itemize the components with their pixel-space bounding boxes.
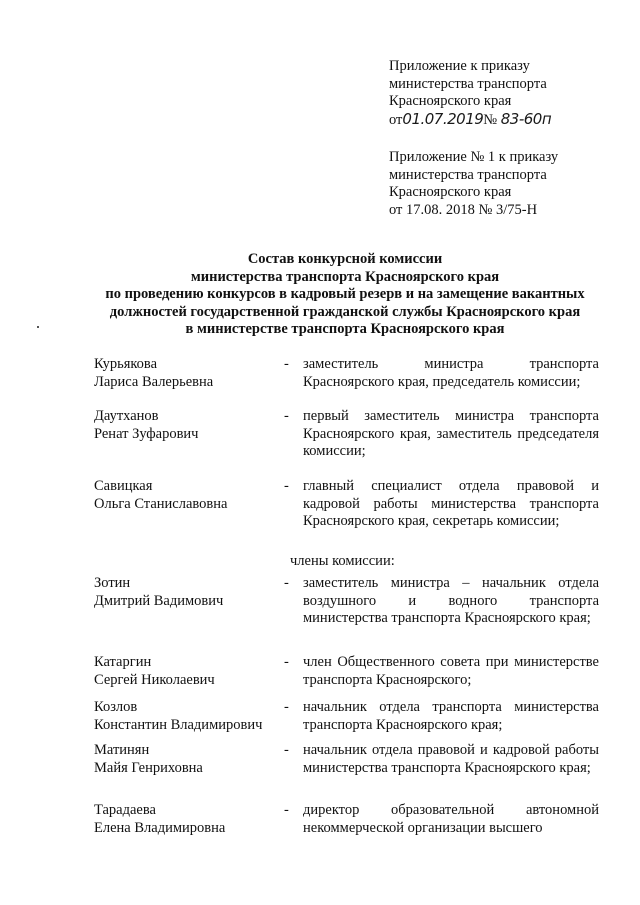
annex-line: Приложение к приказу xyxy=(389,58,530,74)
scan-dot xyxy=(37,326,39,328)
member-role: начальник отдела правовой и кадровой работы министерства транспорта Красноярского края; xyxy=(303,742,599,776)
member-surname: Савицкая xyxy=(94,478,153,494)
order-date-number xyxy=(389,111,629,130)
member-given-names: Константин Владимирович xyxy=(94,716,263,733)
member-given-names: Сергей Николаевич xyxy=(94,671,215,688)
handwritten-number: 83-60п xyxy=(500,109,552,128)
member-name xyxy=(94,478,274,513)
dash-separator: - xyxy=(284,408,289,424)
member-surname: Козлов xyxy=(94,699,138,715)
annex-line: министерства транспорта xyxy=(389,166,547,183)
member-name xyxy=(94,802,274,837)
member-surname: Зотин xyxy=(94,575,131,591)
member-given-names: Ольга Станиславовна xyxy=(94,495,228,512)
member-role: член Общественного совета при министерстве транспорта Красноярского; xyxy=(303,654,599,688)
member-given-names: Ренат Зуфарович xyxy=(94,425,199,442)
dash-separator: - xyxy=(284,742,289,758)
document-title xyxy=(30,251,640,339)
member-name xyxy=(94,654,274,689)
member-name xyxy=(94,575,274,610)
member-given-names: Елена Владимировна xyxy=(94,819,226,836)
member-role: директор образовательной автономной некоммерческой организации высшего xyxy=(303,802,599,836)
dash-separator: - xyxy=(284,802,289,818)
member-given-names: Лариса Валерьевна xyxy=(94,373,214,390)
members-heading: члены комиссии: xyxy=(290,553,395,569)
member-name xyxy=(94,408,274,443)
member-surname: Даутханов xyxy=(94,408,159,424)
annex-header-current xyxy=(389,58,629,129)
title-line: Состав конкурсной комиссии xyxy=(247,251,443,267)
annex-line: Красноярского края xyxy=(389,93,512,109)
member-surname: Катаргин xyxy=(94,654,152,670)
annex-line: от 17.08. 2018 № 3/75-Н xyxy=(389,201,538,218)
annex-line: Красноярского края xyxy=(389,184,512,200)
dash-separator: - xyxy=(284,478,289,494)
title-line: должностей государственной гражданской службы Красноярского края xyxy=(109,303,581,320)
title-line: по проведению конкурсов в кадровый резерв и на замещение вакантных xyxy=(105,286,585,302)
title-line: министерства транспорта Красноярского края xyxy=(190,268,500,285)
annex-line: Приложение № 1 к приказу xyxy=(389,149,559,165)
dash-separator: - xyxy=(284,654,289,670)
dash-separator: - xyxy=(284,699,289,715)
member-surname: Матинян xyxy=(94,742,150,758)
dash-separator: - xyxy=(284,356,289,372)
annex-line: министерства транспорта xyxy=(389,75,547,92)
member-role: первый заместитель министра транспорта Красноярского края, заместитель председателя комиссии; xyxy=(303,408,599,459)
dash-separator: - xyxy=(284,575,289,591)
member-role: начальник отдела транспорта министерства транспорта Красноярского края; xyxy=(303,699,599,733)
handwritten-date: 01.07.2019 xyxy=(402,109,484,128)
member-surname: Тарадаева xyxy=(94,802,156,818)
title-line: в министерстве транспорта Красноярского края xyxy=(185,321,505,337)
member-surname: Курьякова xyxy=(94,356,158,372)
member-name xyxy=(94,699,274,734)
member-given-names: Майя Генриховна xyxy=(94,759,203,776)
member-role: главный специалист отдела правовой и кадровой работы министерства транспорта Красноярского края, секретарь комиссии; xyxy=(303,478,599,529)
member-name xyxy=(94,356,274,391)
number-prefix: № xyxy=(483,111,498,128)
member-role: заместитель министра транспорта Красноярского края, председатель комиссии; xyxy=(303,356,599,390)
annex-header-original xyxy=(389,149,629,219)
date-prefix: от xyxy=(389,111,403,128)
member-given-names: Дмитрий Вадимович xyxy=(94,592,224,609)
member-role: заместитель министра – начальник отдела воздушного и водного транспорта министерства транспорта Красноярского края; xyxy=(303,575,599,626)
member-name xyxy=(94,742,274,777)
